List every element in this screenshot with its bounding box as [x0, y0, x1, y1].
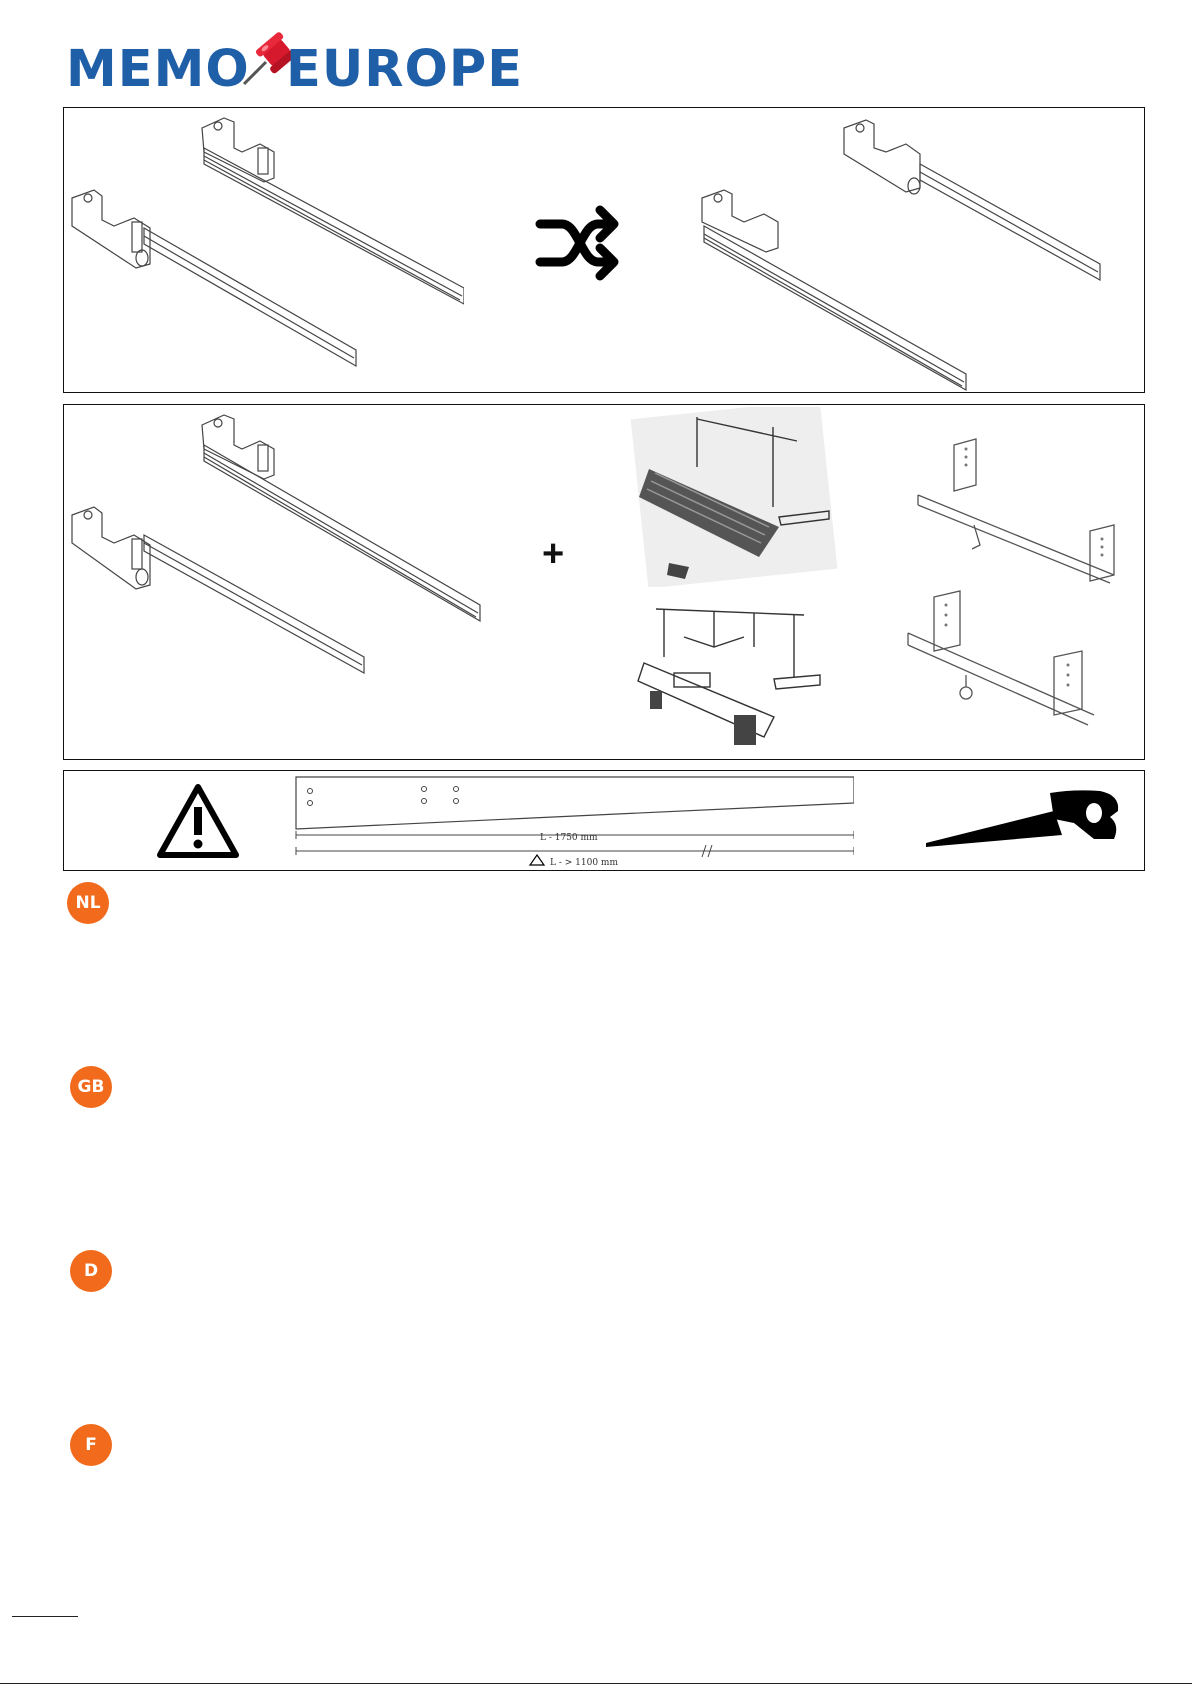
lang-badge-nl: NL	[67, 882, 109, 924]
lang-badge-gb: GB	[70, 1066, 112, 1108]
logo-text-memo: MEMO	[66, 40, 250, 99]
brand-logo	[66, 22, 526, 99]
page-bottom-rule	[0, 1683, 1192, 1684]
shuffle-icon	[534, 198, 624, 288]
platform-bike-carrier	[629, 407, 849, 587]
lang-badge-d: D	[70, 1250, 112, 1292]
rail-cutting-diagram	[294, 775, 854, 867]
lang-badge-f: F	[70, 1424, 112, 1466]
accessories-panel	[63, 404, 1145, 760]
bike-carrier-rails-before	[64, 108, 464, 392]
bike-carrier-rails-after	[694, 108, 1144, 392]
handsaw-icon	[924, 789, 1124, 849]
cutting-warning-panel	[63, 770, 1145, 871]
hanging-bike-carrier	[634, 587, 864, 757]
tow-bar-upper	[914, 435, 1134, 585]
length-label: L - 1750 mm	[540, 833, 598, 843]
logo-text-europe: EUROPE	[286, 40, 524, 99]
conversion-panel	[63, 107, 1145, 393]
footnote-separator	[12, 1616, 78, 1617]
warning-icon	[156, 783, 240, 859]
plus-symbol: +	[542, 533, 565, 575]
bike-carrier-rails	[64, 405, 484, 759]
tow-bar-lower	[904, 589, 1134, 739]
min-length-label: L - > 1100 mm	[550, 858, 618, 868]
